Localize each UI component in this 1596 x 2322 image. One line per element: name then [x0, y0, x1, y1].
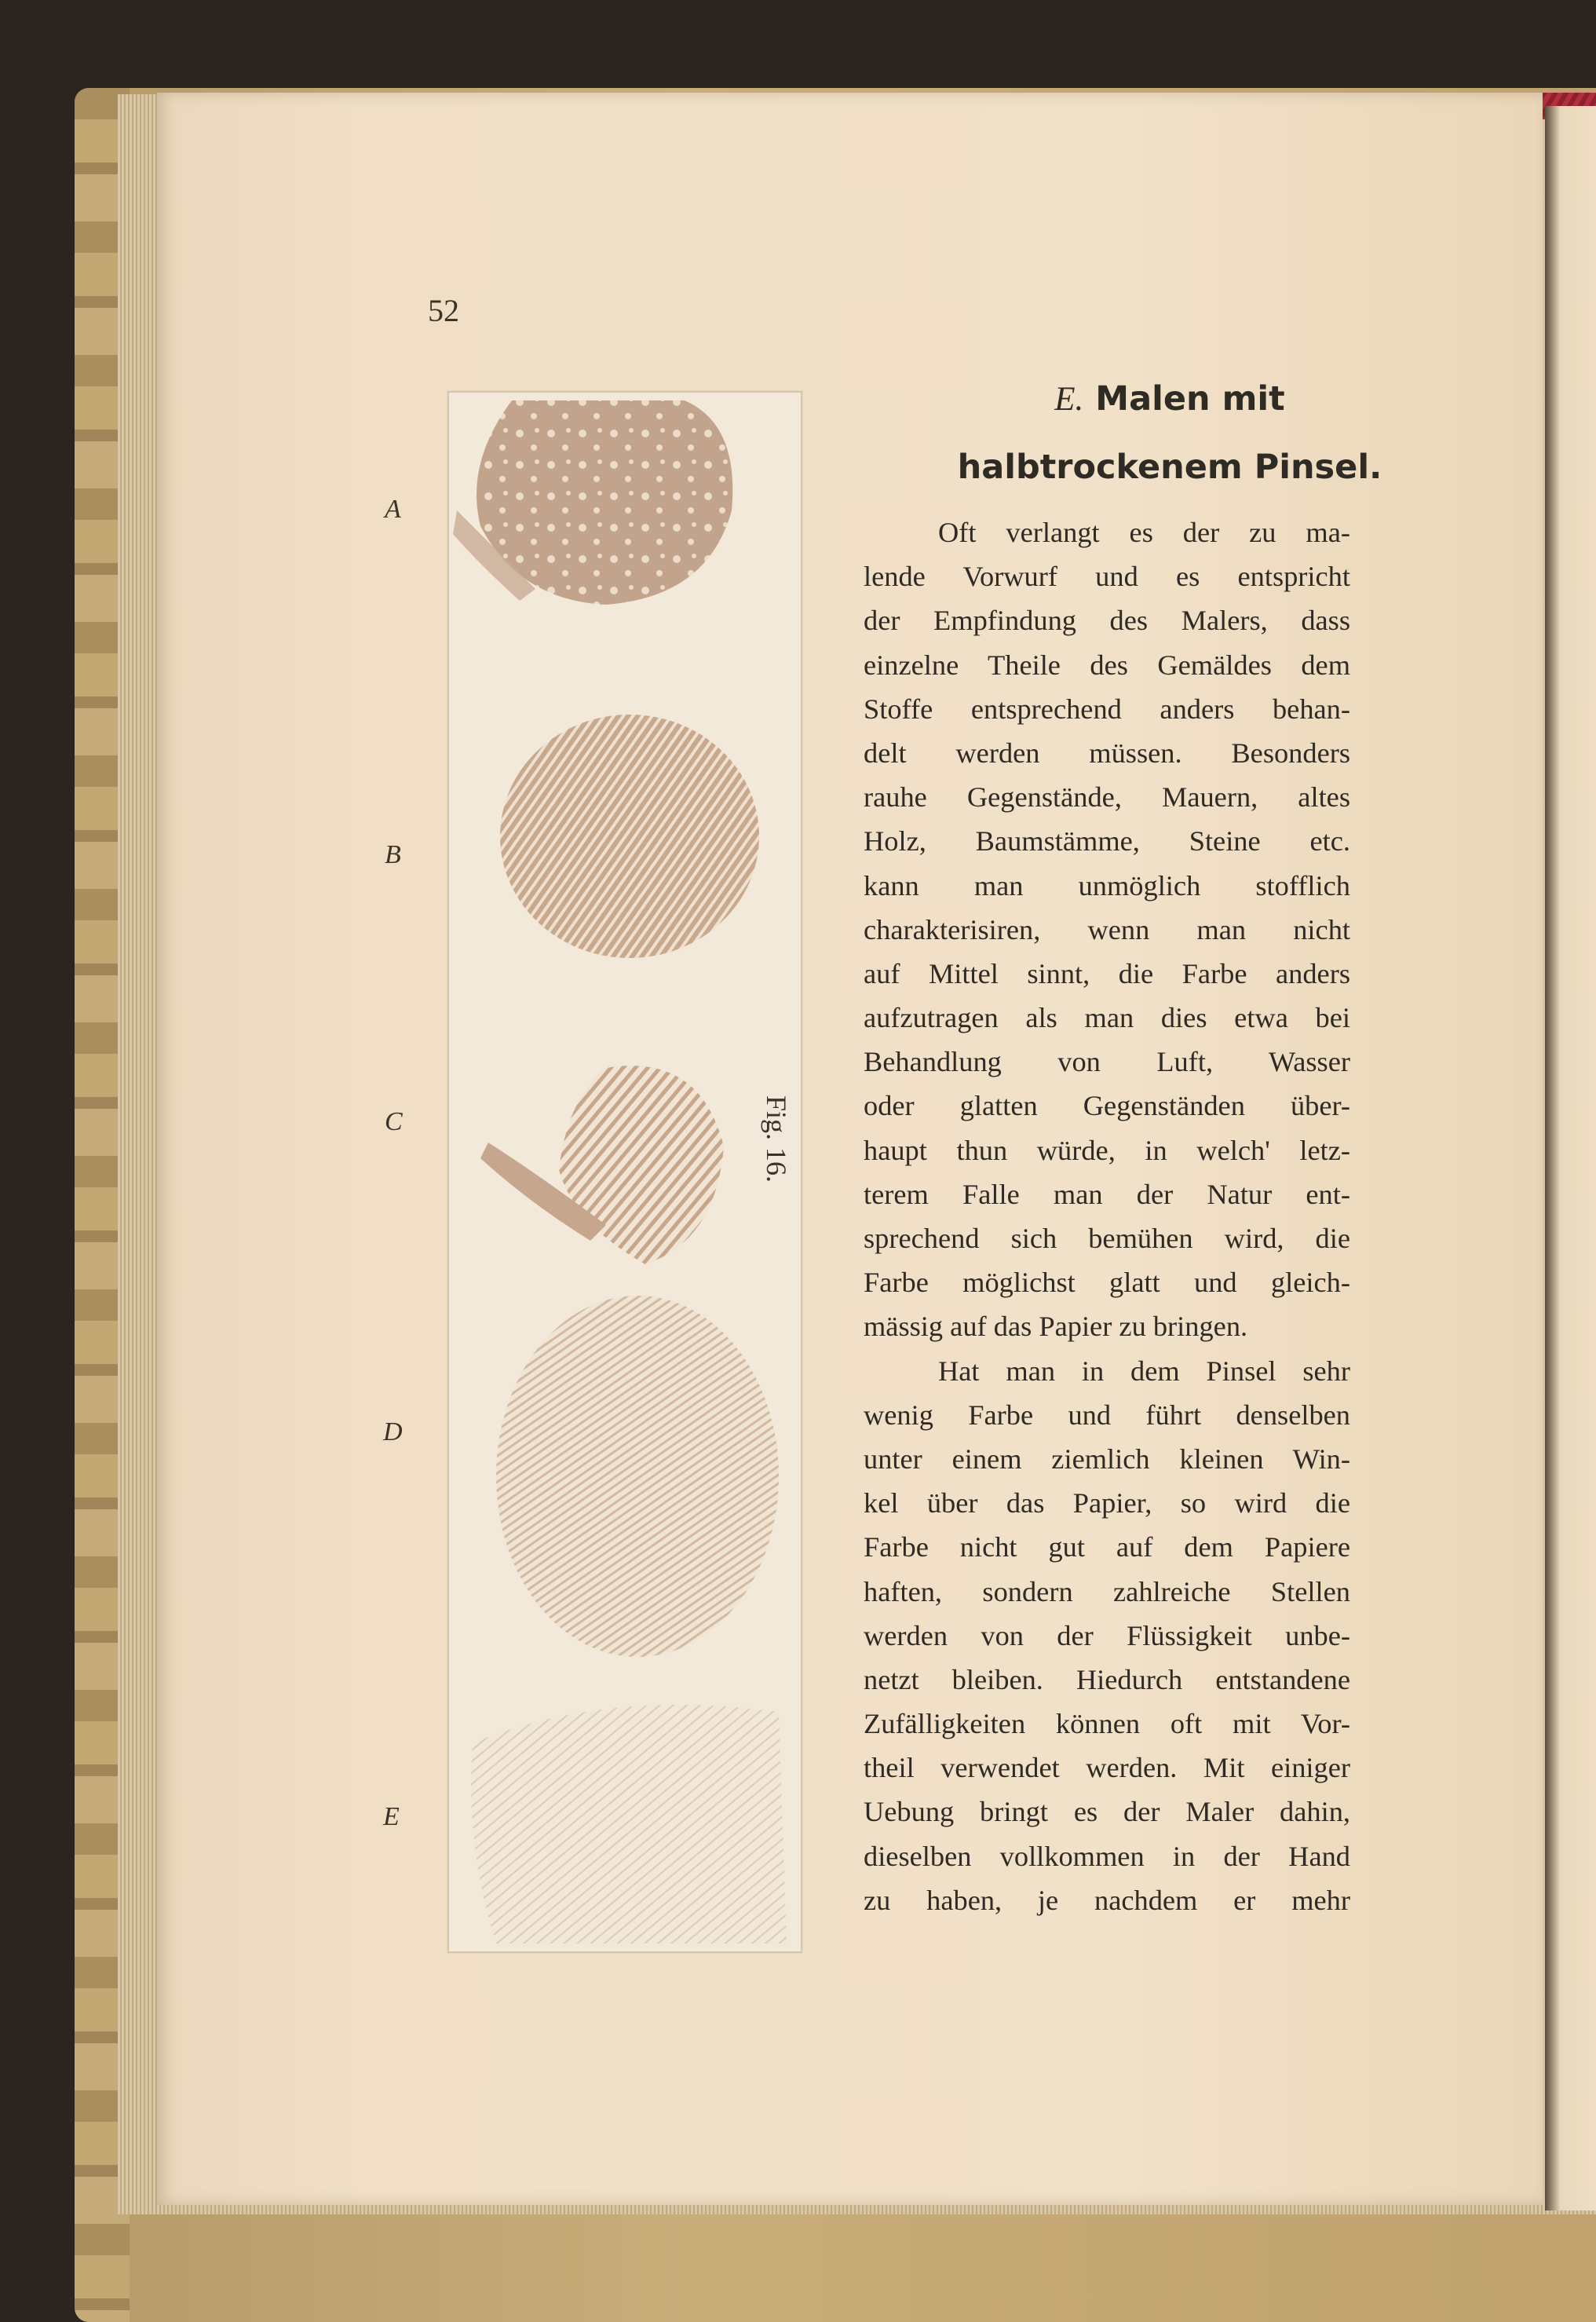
- text-line: mässig auf das Papier zu bringen.: [864, 1311, 1248, 1343]
- text-line: Behandlung von Luft, Wasser: [864, 1046, 1350, 1078]
- text-line: einzelne Theile des Gemäldes dem: [864, 649, 1350, 681]
- text-line: werden von der Flüssigkeit unbe-: [864, 1619, 1350, 1651]
- figure-label-d: D: [383, 1417, 403, 1446]
- text-line: rauhe Gegenstände, Mauern, altes: [864, 781, 1350, 814]
- section-heading-line2: halbtrockenem Pinsel.: [957, 448, 1382, 487]
- page-number: 52: [428, 293, 459, 328]
- brush-swatches: [449, 393, 801, 1951]
- text-line: theil verwendet werden. Mit einiger: [864, 1752, 1350, 1784]
- figure-caption: Fig. 16.: [761, 1095, 792, 1183]
- text-line: lende Vorwurf und es entspricht: [864, 561, 1350, 593]
- text-line: sprechend sich bemühen wird, die: [864, 1223, 1350, 1254]
- figure-strip: [447, 391, 802, 1953]
- text-line: Farbe möglichst glatt und gleich-: [864, 1267, 1350, 1299]
- text-line: Holz, Baumstämme, Steine etc.: [864, 825, 1350, 857]
- facing-page-edge: [1545, 106, 1596, 2210]
- text-line: charakterisiren, wenn man nicht: [864, 913, 1350, 945]
- text-line: Oft verlangt es der zu ma-: [938, 517, 1350, 548]
- text-line: der Empfindung des Malers, dass: [864, 605, 1350, 637]
- text-line: oder glatten Gegenständen über-: [864, 1090, 1350, 1122]
- text-line: terem Falle man der Natur ent-: [864, 1178, 1350, 1210]
- text-line: wenig Farbe und führt denselben: [864, 1399, 1350, 1431]
- text-line: haften, sondern zahlreiche Stellen: [864, 1575, 1350, 1607]
- text-line: delt werden müssen. Besonders: [864, 737, 1350, 769]
- section-heading-line1: [864, 379, 1476, 419]
- figure-label-e: E: [383, 1802, 400, 1831]
- figure-label-b: B: [385, 840, 401, 869]
- text-line: Stoffe entsprechend anders behan-: [864, 693, 1350, 725]
- text-line: Uebung bringt es der Maler dahin,: [864, 1796, 1350, 1828]
- text-line: Farbe nicht gut auf dem Papiere: [864, 1531, 1350, 1563]
- text-line: unter einem ziemlich kleinen Win-: [864, 1443, 1350, 1475]
- text-line: netzt bleiben. Hiedurch entstandene: [864, 1663, 1350, 1695]
- text-line: kel über das Papier, so wird die: [864, 1487, 1350, 1519]
- text-line: Zufälligkeiten können oft mit Vor-: [864, 1708, 1350, 1740]
- text-line: dieselben vollkommen in der Hand: [864, 1840, 1350, 1872]
- text-line: kann man unmöglich stofflich: [864, 869, 1350, 901]
- text-line: aufzutragen als man dies etwa bei: [864, 1002, 1350, 1034]
- section-heading-text: Malen mit: [1095, 379, 1285, 419]
- figure-label-c: C: [385, 1107, 403, 1136]
- text-line: Hat man in dem Pinsel sehr: [938, 1355, 1350, 1387]
- figure-label-a: A: [385, 495, 401, 524]
- section-letter: E.: [1054, 381, 1084, 418]
- text-line: auf Mittel sinnt, die Farbe anders: [864, 957, 1350, 989]
- text-line: zu haben, je nachdem er mehr: [864, 1884, 1350, 1916]
- body-text: [864, 510, 1350, 1922]
- text-line: haupt thun würde, in welch' letz-: [864, 1134, 1350, 1166]
